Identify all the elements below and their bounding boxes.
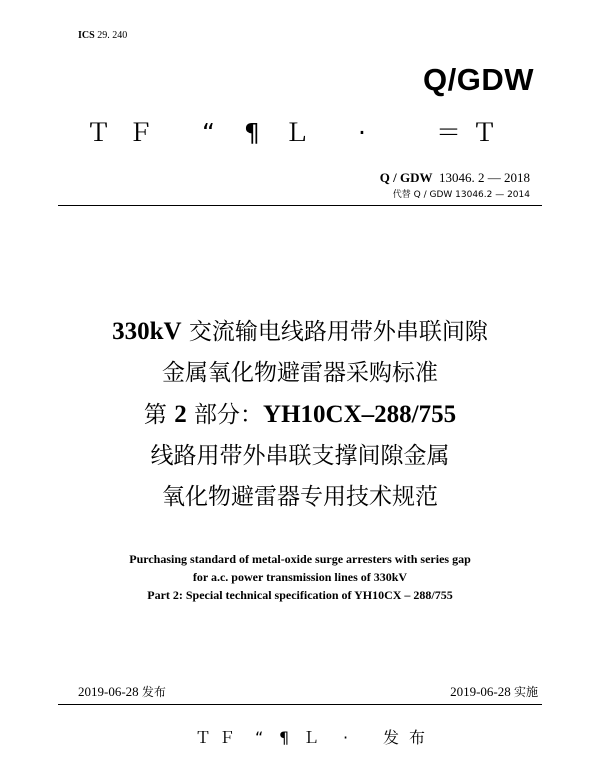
title-line-4: 线路用带外串联支撑间隙金属 <box>150 443 450 469</box>
issuer-char: “ <box>202 118 215 147</box>
issuer-char: ¶ <box>244 118 260 147</box>
top-divider <box>58 205 542 206</box>
issuer-char: Ｌ <box>284 118 310 147</box>
english-title <box>40 550 560 604</box>
english-title-line-3: Part 2: Special technical specification of YH10CX – 288/755 <box>147 588 453 602</box>
implement-date: 2019-06-28 实施 <box>450 684 538 699</box>
issuer-char: Ｔ <box>195 728 212 747</box>
qgdw-logo: Q/GDW <box>423 62 534 97</box>
bottom-divider <box>58 704 542 705</box>
title-line-3: 第 2 部分：YH10CX–288/755 <box>143 401 457 428</box>
issuer-footer-row <box>195 728 435 752</box>
title-line-1: 330kV 交流输电线路用带外串联间隙 <box>112 318 488 345</box>
issuer-char: 布 <box>409 728 426 747</box>
publish-date: 2019-06-28 发布 <box>78 684 166 699</box>
ics-code: ICS 29. 240 <box>78 30 128 41</box>
issuer-title-row <box>86 118 496 152</box>
issuer-char: Ｆ <box>128 118 154 147</box>
title-line-2: 金属氧化物避雷器采购标准 <box>162 360 438 386</box>
issuer-char: ＝ <box>436 118 462 147</box>
english-title-line-2: for a.c. power transmission lines of 330kV <box>192 570 408 584</box>
issuer-char: “ <box>255 728 264 747</box>
issuer-char: 发 <box>383 728 400 747</box>
issuer-char: Ｔ <box>472 118 498 147</box>
title-line-5: 氧化物避雷器专用技术规范 <box>162 484 438 510</box>
issuer-char: ¶ <box>279 728 290 747</box>
issuer-char: Ｆ <box>219 728 236 747</box>
standard-number: Q / GDW 13046. 2 — 2018 <box>379 170 530 185</box>
chinese-title <box>40 311 560 518</box>
english-title-line-1: Purchasing standard of metal-oxide surge arresters with series gap <box>129 552 471 566</box>
replaces-note: 代替 Q / GDW 13046.2 — 2014 <box>392 190 530 200</box>
issuer-char: · <box>343 728 349 747</box>
issuer-char: Ｔ <box>86 118 112 147</box>
issuer-char: Ｌ <box>303 728 320 747</box>
issuer-char: · <box>358 118 366 147</box>
